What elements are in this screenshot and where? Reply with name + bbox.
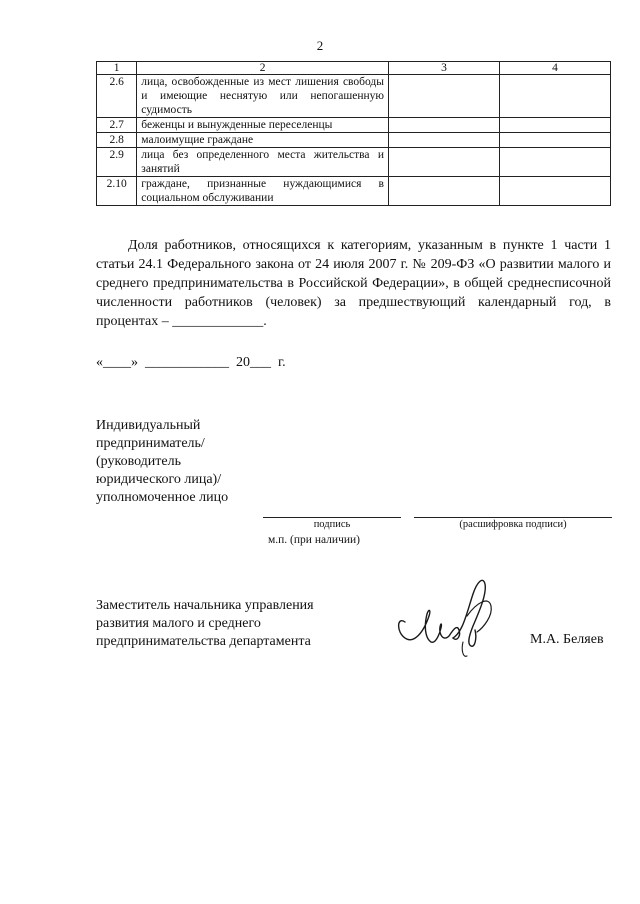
row-category: малоимущие граждане (137, 133, 389, 148)
row-value-4 (499, 133, 610, 148)
row-value-4 (499, 75, 610, 118)
row-value-4 (499, 177, 610, 206)
table-header-cell: 3 (389, 62, 500, 75)
official-title: Заместитель начальника управления развития малого и среднего предпринимательства департамента (96, 598, 314, 649)
row-category: лица, освобожденные из мест лишения свободы и имеющие неснятую или непогашенную судимость (137, 75, 389, 118)
decryption-caption: (расшифровка подписи) (459, 519, 567, 530)
date-field: «____» ____________ 20___ г. (96, 355, 286, 370)
row-value-3 (389, 133, 500, 148)
stamp-caption: м.п. (при наличии) (268, 534, 360, 546)
table-header-cell: 1 (97, 62, 137, 75)
row-value-3 (389, 177, 500, 206)
table-row (97, 148, 611, 177)
table-header-row (97, 62, 611, 75)
row-value-3 (389, 148, 500, 177)
row-category: беженцы и вынужденные переселенцы (137, 118, 389, 133)
table-row (97, 118, 611, 133)
signature-caption: подпись (313, 519, 351, 530)
official-name: М.А. Беляев (530, 632, 604, 647)
handwritten-signature (393, 572, 503, 662)
row-number: 2.9 (97, 148, 137, 177)
table-row (97, 133, 611, 148)
table-row (97, 177, 611, 206)
row-number: 2.7 (97, 118, 137, 133)
row-value-3 (389, 75, 500, 118)
row-value-3 (389, 118, 500, 133)
categories-table (96, 61, 611, 206)
row-value-4 (499, 148, 610, 177)
row-category: граждане, признанные нуждающимися в социальном обслуживании (137, 177, 389, 206)
row-category: лица без определенного места жительства и занятий (137, 148, 389, 177)
page-number: 2 (316, 38, 324, 53)
row-number: 2.6 (97, 75, 137, 118)
row-value-4 (499, 118, 610, 133)
row-number: 2.8 (97, 133, 137, 148)
signature-line (263, 517, 401, 518)
row-number: 2.10 (97, 177, 137, 206)
employee-share-paragraph: Доля работников, относящихся к категориям, указанным в пункте 1 части 1 статьи 24.1 Федерального закона от 24 июля 2007 г. № 209-ФЗ «О развитии малого и среднего предпринимательства в Российской Федерации», в общей среднесписочной численности работников (человек) за предшествующий календарный год, в процентах – _____________. (96, 238, 611, 329)
table-header-cell: 4 (499, 62, 610, 75)
table-header-cell: 2 (137, 62, 389, 75)
decryption-line (414, 517, 612, 518)
table-row (97, 75, 611, 118)
entrepreneur-label: Индивидуальный предприниматель/ (руководитель юридического лица)/уполномоченное лицо (96, 418, 229, 505)
